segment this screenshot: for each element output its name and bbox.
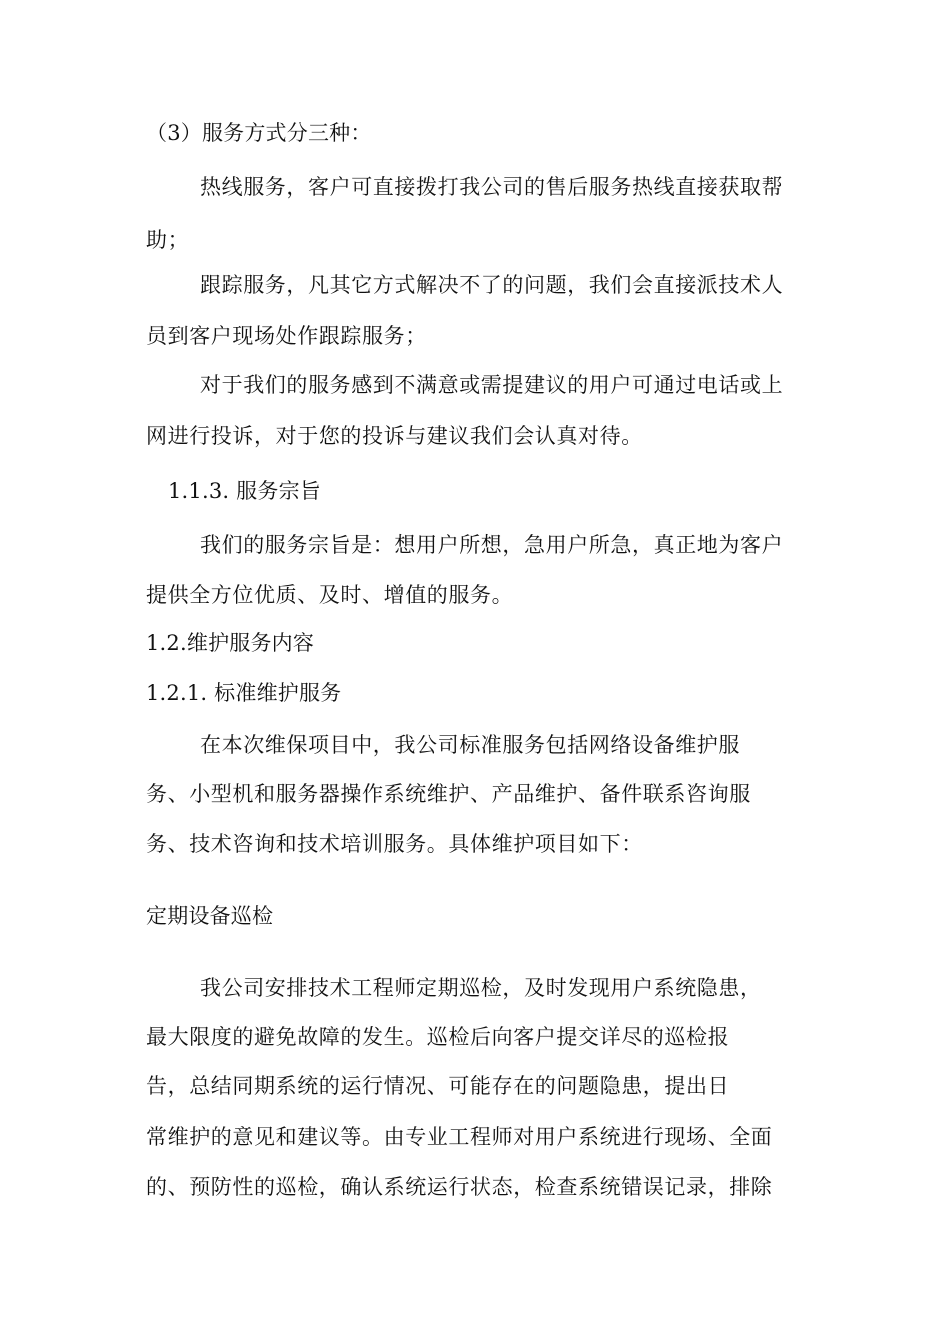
subheading-periodic-inspection: 定期设备巡检: [146, 904, 274, 928]
paragraph-line: 提供全方位优质、及时、增值的服务。: [146, 583, 514, 607]
paragraph-line: 我们的服务宗旨是：想用户所想，急用户所急，真正地为客户: [200, 533, 784, 557]
paragraph-line: 员到客户现场处作跟踪服务；: [146, 324, 427, 348]
section-heading-1-2-1: 1.2.1. 标准维护服务: [146, 681, 342, 705]
paragraph-line: 跟踪服务，凡其它方式解决不了的问题，我们会直接派技术人: [200, 273, 784, 297]
service-methods-heading: （3）服务方式分三种：: [146, 121, 372, 145]
section-heading-1-1-3: 1.1.3. 服务宗旨: [168, 479, 321, 503]
paragraph-line: 最大限度的避免故障的发生。巡检后向客户提交详尽的巡检报: [146, 1025, 730, 1049]
paragraph-line: 我公司安排技术工程师定期巡检，及时发现用户系统隐患，: [200, 976, 762, 1000]
paragraph-line: 助；: [146, 228, 190, 252]
paragraph-line: 对于我们的服务感到不满意或需提建议的用户可通过电话或上: [200, 373, 784, 397]
paragraph-line: 常维护的意见和建议等。由专业工程师对用户系统进行现场、全面: [146, 1125, 773, 1149]
paragraph-line: 告，总结同期系统的运行情况、可能存在的问题隐患，提出日: [146, 1074, 730, 1098]
paragraph-line: 网进行投诉，对于您的投诉与建议我们会认真对待。: [146, 424, 643, 448]
paragraph-line: 热线服务，客户可直接拨打我公司的售后服务热线直接获取帮: [200, 175, 784, 199]
paragraph-line: 的、预防性的巡检，确认系统运行状态，检查系统错误记录，排除: [146, 1175, 773, 1199]
paragraph-line: 在本次维保项目中，我公司标准服务包括网络设备维护服: [200, 733, 740, 757]
paragraph-line: 务、技术咨询和技术培训服务。具体维护项目如下：: [146, 832, 643, 856]
paragraph-line: 务、小型机和服务器操作系统维护、产品维护、备件联系咨询服: [146, 782, 751, 806]
section-heading-1-2: 1.2.维护服务内容: [146, 631, 315, 655]
